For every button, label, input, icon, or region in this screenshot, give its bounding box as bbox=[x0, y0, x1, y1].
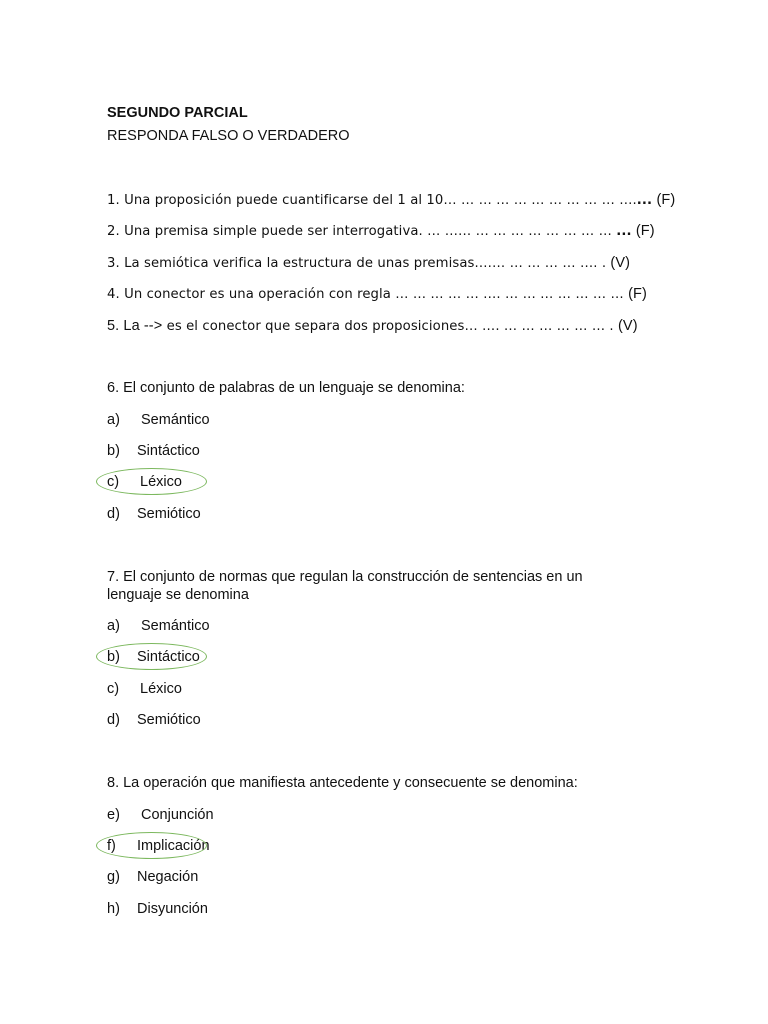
option-text: Negación bbox=[137, 869, 199, 885]
option-8g[interactable] bbox=[107, 868, 198, 886]
option-letter: h) bbox=[107, 901, 120, 917]
option-6c[interactable] bbox=[107, 473, 182, 491]
tf-item-2 bbox=[107, 222, 655, 241]
document-title: SEGUNDO PARCIAL bbox=[107, 105, 248, 121]
option-text: Sintáctico bbox=[137, 443, 200, 459]
tf-item-text: 3. La semiótica verifica la estructura de unas premisas.…… … … … … …. . bbox=[107, 256, 607, 271]
option-letter: g) bbox=[107, 869, 120, 885]
tf-item-answer: (V) bbox=[618, 318, 638, 334]
tf-item-text: 1. Una proposición puede cuantificarse del 1 al 10… … … … … … … … … … …. bbox=[107, 193, 637, 208]
tf-item-5 bbox=[107, 317, 638, 336]
option-text: Conjunción bbox=[141, 807, 214, 823]
option-text: Disyunción bbox=[137, 901, 208, 917]
document-instructions: RESPONDA FALSO O VERDADERO bbox=[107, 128, 350, 144]
question-8-prompt: 8. La operación que manifiesta antecedente y consecuente se denomina: bbox=[107, 775, 578, 791]
option-7c[interactable] bbox=[107, 680, 182, 698]
tf-item-text: 2. Una premisa simple puede ser interrogativa. … …… … … … … … … … … bbox=[107, 224, 612, 239]
option-text: Semiótico bbox=[137, 712, 201, 728]
option-letter: d) bbox=[107, 712, 120, 728]
option-8f[interactable] bbox=[107, 837, 210, 855]
tf-item-text: es el conector que separa dos proposiciones… …. … … … … … … . bbox=[162, 319, 614, 334]
option-text: Semántico bbox=[141, 412, 210, 428]
tf-item-number: 5. La --> bbox=[107, 318, 163, 334]
tf-item-text: 4. Un conector es una operación con regla … … … … … …. … … … … … … … bbox=[107, 287, 624, 302]
option-7d[interactable] bbox=[107, 711, 201, 729]
tf-item-4 bbox=[107, 285, 647, 304]
option-text: Implicación bbox=[137, 838, 210, 854]
tf-item-answer: (V) bbox=[610, 255, 631, 271]
option-letter: b) bbox=[107, 443, 120, 459]
option-letter: a) bbox=[107, 412, 120, 428]
option-text: Léxico bbox=[140, 474, 182, 490]
option-text: Sintáctico bbox=[137, 649, 200, 665]
tf-item-answer: (F) bbox=[628, 286, 647, 302]
tf-item-bold-dots: ... bbox=[636, 193, 653, 208]
option-8h[interactable] bbox=[107, 900, 208, 918]
option-6a[interactable] bbox=[107, 411, 210, 429]
option-6d[interactable] bbox=[107, 505, 201, 523]
option-7b[interactable] bbox=[107, 648, 200, 666]
option-letter: e) bbox=[107, 807, 120, 823]
option-letter: b) bbox=[107, 649, 120, 665]
option-text: Semiótico bbox=[137, 506, 201, 522]
question-7-prompt: 7. El conjunto de normas que regulan la construcción de sentencias en un lenguaje se denomina bbox=[107, 569, 583, 603]
option-6b[interactable] bbox=[107, 442, 200, 460]
option-text: Semántico bbox=[141, 618, 210, 634]
tf-item-3 bbox=[107, 254, 630, 273]
tf-item-1 bbox=[107, 191, 675, 210]
tf-item-answer: (F) bbox=[635, 223, 655, 239]
tf-item-answer: (F) bbox=[656, 192, 676, 208]
option-letter: c) bbox=[107, 681, 120, 697]
option-letter: f) bbox=[107, 838, 116, 854]
option-text: Léxico bbox=[140, 681, 182, 697]
option-letter: a) bbox=[107, 618, 120, 634]
option-letter: c) bbox=[107, 474, 120, 490]
option-8e[interactable] bbox=[107, 806, 214, 824]
question-6-prompt: 6. El conjunto de palabras de un lenguaje se denomina: bbox=[107, 380, 465, 396]
tf-item-bold-dots: ... bbox=[616, 224, 632, 239]
option-7a[interactable] bbox=[107, 617, 210, 635]
option-letter: d) bbox=[107, 506, 120, 522]
